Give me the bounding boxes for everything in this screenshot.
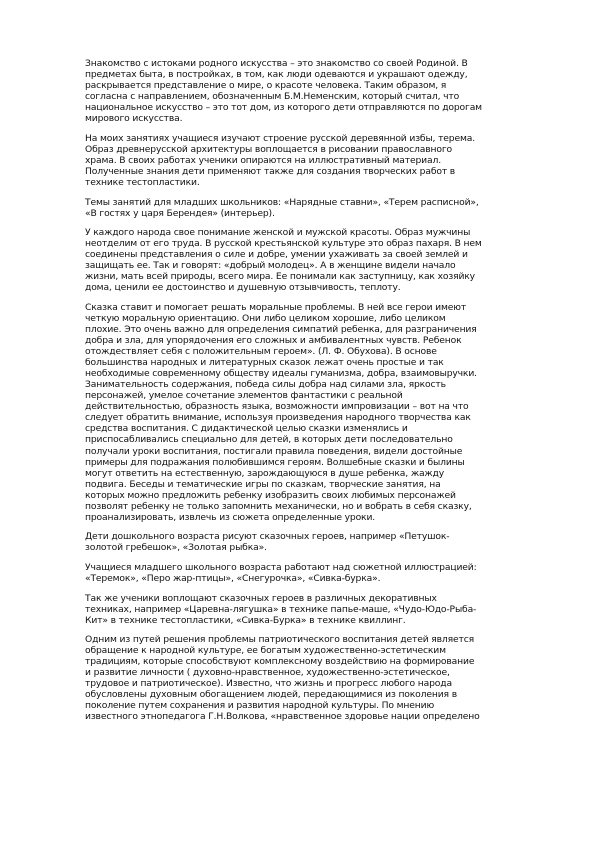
paragraph-9 bbox=[85, 634, 555, 722]
text-line: Одним из путей решения проблемы патриотического воспитания детей является bbox=[85, 634, 475, 646]
text-line: необходимые современному обществу идеалы гуманизма, добра, взаимовыручки. bbox=[85, 368, 477, 380]
text-line: известного этнопедагога Г.Н.Волкова, «нравственное здоровье нации определено bbox=[85, 711, 480, 723]
paragraph-6 bbox=[85, 531, 555, 553]
text-line: проанализировать, извлечь из сюжета определенные уроки. bbox=[85, 511, 376, 523]
text-line: позволят ребенку не только запомнить механически, но и вобрать в себя сказку, bbox=[85, 500, 472, 512]
text-line: национальное искусство – это тот дом, из которого дети отправляются по дорогам bbox=[85, 102, 482, 114]
text-line: персонажей, умелое сочетание элементов фантастики с реальной bbox=[85, 390, 403, 402]
text-line: отождествляет себя с положительным героем». (Л. Ф. Обухова). В основе bbox=[85, 346, 437, 358]
text-line: действительностью, образность языка, возможности импровизации – вот на что bbox=[85, 401, 469, 413]
text-line: Дети дошкольного возраста рисуют сказочных героев, например «Петушок- bbox=[85, 531, 450, 543]
text-line: большинства народных и литературных сказок лежат очень простые и так bbox=[85, 357, 444, 369]
text-line: Образ древнерусской архитектуры воплощается в рисовании православного bbox=[85, 143, 452, 155]
document-body bbox=[85, 58, 555, 731]
text-line: согласна с направлением, обозначенным Б.М.Неменским, который считал, что bbox=[85, 91, 460, 103]
paragraph-5 bbox=[85, 302, 555, 523]
text-line: техниках, например «Царевна-лягушка» в технике папье-маше, «Чудо-Юдо-Рыба- bbox=[85, 603, 477, 615]
text-line: технике тестопластики. bbox=[85, 176, 200, 188]
text-line: могут ответить на естественную, зарождающуюся в душе ребенка, жажду bbox=[85, 467, 445, 479]
paragraph-3 bbox=[85, 197, 555, 219]
paragraph-1 bbox=[85, 58, 555, 124]
text-line: храма. В своих работах ученики опираются на иллюстративный материал. bbox=[85, 154, 441, 166]
text-line: примеры для подражания полюбившимся героям. Волшебные сказки и былины bbox=[85, 456, 465, 468]
text-line: традициям, которые способствуют комплексному воздействию на формирование bbox=[85, 656, 475, 668]
text-line: Так же ученики воплощают сказочных героев в различных декоративных bbox=[85, 592, 437, 604]
text-line: плохие. Это очень важно для определения симпатий ребенка, для разграничения bbox=[85, 323, 477, 335]
text-line: средства воспитания. С дидактической целью сказки изменялись и bbox=[85, 423, 408, 435]
text-line: Знакомство с истоками родного искусства – это знакомство со своей Родиной. В bbox=[85, 58, 468, 69]
text-line: жизни, мать всей природы, всего мира. Ее понимали как заступницу, как хозяйку bbox=[85, 271, 475, 283]
text-line: четкую моральную ориентацию. Они либо целиком хорошие, либо целиком bbox=[85, 312, 446, 324]
text-line: У каждого народа свое понимание женской и мужской красоты. Образ мужчины bbox=[85, 227, 471, 239]
text-line: неотделим от его труда. В русской крестьянской культуре это образ пахаря. В нем bbox=[85, 238, 482, 250]
text-line: мирового искусства. bbox=[85, 113, 183, 125]
text-line: которых можно предложить ребенку изобразить своих любимых персонажей bbox=[85, 489, 456, 501]
text-line: добра и зла, для упорядочения его сложных и амбивалентных чувств. Ребенок bbox=[85, 335, 462, 347]
text-line: поколение путем сохранения и развития народной культуры. По мнению bbox=[85, 700, 435, 712]
text-line: соединены представления о силе и добре, умении ухаживать за своей землей и bbox=[85, 249, 468, 261]
paragraph-2 bbox=[85, 133, 555, 188]
paragraph-7 bbox=[85, 562, 555, 584]
paragraph-4 bbox=[85, 227, 555, 293]
text-line: предметах быта, в постройках, в том, как люди одеваются и украшают одежду, bbox=[85, 69, 468, 81]
text-line: приспосабливались специально для детей, в которых дети последовательно bbox=[85, 434, 453, 446]
text-line: Полученные знания дети применяют также для создания творческих работ в bbox=[85, 165, 456, 177]
text-line: Кит» в технике тестопластики, «Сивка-Бурка» в технике квиллинг. bbox=[85, 614, 406, 626]
text-line: золотой гребешок», «Золотая рыбка». bbox=[85, 542, 267, 554]
text-line: На моих занятиях учащиеся изучают строение русской деревянной избы, терема. bbox=[85, 132, 476, 144]
text-line: Темы занятий для младших школьников: «Нарядные ставни», «Терем расписной», bbox=[85, 196, 479, 208]
text-line: обусловлены духовным обогащением людей, передающимися из поколения в bbox=[85, 689, 457, 701]
paragraph-8 bbox=[85, 593, 555, 626]
text-line: дома, ценили ее достоинство и душевную отзывчивость, теплоту. bbox=[85, 282, 401, 294]
text-line: обращение к народной культуре, ее богатым художественно-эстетическим bbox=[85, 645, 446, 657]
text-line: Учащиеся младшего школьного возраста работают над сюжетной иллюстрацией: bbox=[85, 561, 477, 573]
text-line: трудовое и патриотическое). Известно, что жизнь и прогресс любого народа bbox=[85, 678, 452, 690]
text-line: Сказка ставит и помогает решать моральные проблемы. В ней все герои имеют bbox=[85, 301, 467, 313]
text-line: «В гостях у царя Берендея» (интерьер). bbox=[85, 207, 275, 219]
text-line: «Теремок», «Перо жар-птицы», «Снегурочка», «Сивка-бурка». bbox=[85, 572, 381, 584]
text-line: получали уроки воспитания, постигали правила поведения, видели достойные bbox=[85, 445, 463, 457]
text-line: и развитие личности ( духовно-нравственное, художественно-эстетическое, bbox=[85, 667, 450, 679]
text-line: подвига. Беседы и тематические игры по сказкам, творческие занятия, на bbox=[85, 478, 441, 490]
text-line: Занимательность содержания, победа силы добра над силами зла, яркость bbox=[85, 379, 446, 391]
text-line: следует обратить внимание, используя произведения народного творчества как bbox=[85, 412, 471, 424]
text-line: раскрывается представление о мире, о красоте человека. Таким образом, я bbox=[85, 80, 447, 92]
text-line: защищать ее. Так и говорят: «добрый молодец». А в женщине видели начало bbox=[85, 260, 456, 272]
